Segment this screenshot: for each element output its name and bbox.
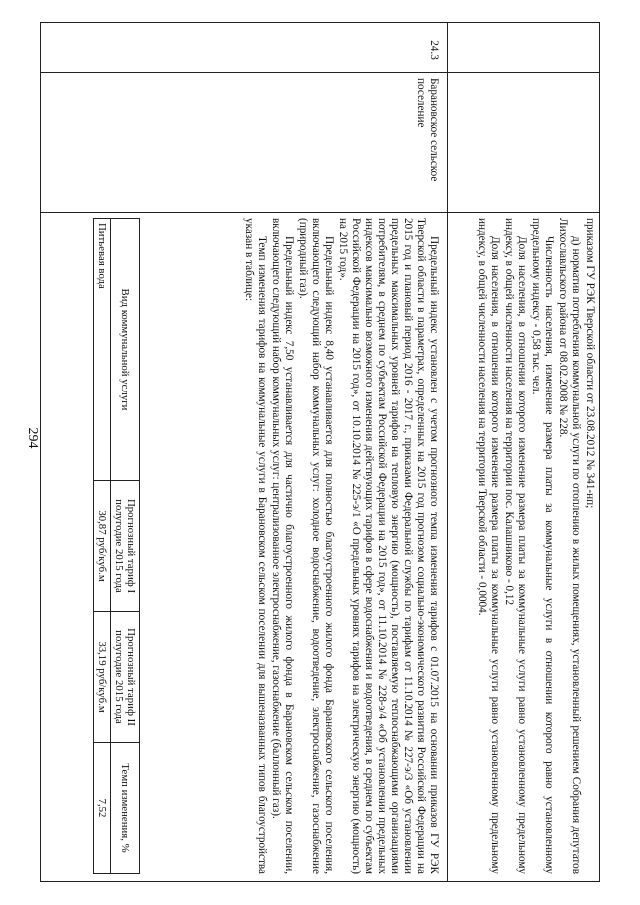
col-divider-1 — [40, 72, 600, 73]
table-bottom-border — [40, 22, 41, 882]
description-paragraph: Предельный индекс 8,40 устанавливается для полностью благоустроенного жилого фонда Барановского сельского поселения, включающего следующий набор коммунальных услуг: холодное водоснабжение, водоотведение, электроснабжение, газоснабжение (природный газ). — [297, 218, 335, 874]
top-paragraph: приказом ГУ РЭК Тверской области от 23.08.2012 № 341-нп; — [584, 218, 596, 509]
header-cell: Вид коммунальной услуги — [111, 219, 140, 481]
description-paragraph: Темп изменения тарифов на коммунальные услуги в Барановском сельском поселении для вышеназванных типов благоустройства указан в таблице: — [243, 218, 268, 874]
table-top-border — [599, 22, 600, 882]
row-separator — [447, 22, 448, 882]
tariff-table — [93, 218, 140, 874]
top-row-text — [474, 218, 596, 874]
table-right-border — [40, 881, 600, 882]
settlement-name: Барановское сельское поселение — [415, 78, 440, 182]
table-left-border — [40, 22, 600, 23]
col-divider-2 — [40, 212, 600, 213]
tariff-h2-cell: 33,19 руб/куб.м — [94, 612, 111, 743]
description-paragraph: Предельный индекс установлен с учетом прогнозного темпа изменения тарифов с 01.07.2015 на основании приказов ГУ РЭК Тверской области в параметрах, определенных на 2015 год прогнозом социально-экономического развития Российской Федерации на 2015 год и плановый период 2016 - 2017 г., приказами Федеральной службы по тарифам от 11.10.2014 № 227-э/3 «Об установлении предельных максимальных уровней тарифов на тепловую энергию (мощность), поставляемую теплоснабжающими организациями потребителям, в среднем по субъектам Российской Федерации на 2015 год», от 11.10.2014 № 228-э/4 «Об установлении предельных индексов максимально возможного изменения действующих тарифов в сфере водоснабжения и водоотведения, в среднем по субъектам Российской Федерации на 2015 год», от 10.10.2014 № 225-э/1 «О предельных уровнях тарифов на электрическую энергию (мощность) на 2015 год». — [337, 218, 440, 874]
row-number: 24.3 — [428, 40, 440, 60]
header-cell: Темп изменения, % — [111, 743, 140, 874]
row-description — [241, 218, 440, 874]
tariff-table-header-row — [111, 219, 140, 874]
top-paragraph: д) норматив потребления коммунальной услуги по отоплению в жилых помещениях, установленный решением Собрания депутатов Лихославльского района от 08.02.2008 № 228. — [557, 218, 582, 874]
service-cell: Питьевая вода — [94, 219, 111, 481]
change-rate-cell: 7,52 — [94, 743, 111, 874]
tariff-h1-cell: 30,87 руб/куб.м — [94, 481, 111, 612]
table-row — [94, 219, 111, 874]
top-paragraph: Доля населения, в отношении которого изменение размера платы за коммунальные услуги равно установленному предельному индексу, в общей численности населения на территории Тверской области - 0,0004. — [476, 218, 501, 874]
header-cell: Прогнозный тариф I полугодие 2015 года — [111, 481, 140, 612]
top-paragraph: Доля населения, в отношении которого изменение размера платы за коммунальные услуги равно установленному предельному индексу, в общей численности населения на территории пос. Калашниково - 0,12 — [503, 218, 528, 874]
top-paragraph: Численность населения, изменение размера платы за коммунальные услуги в отношении которого равно установленному предельному индексу - 0,58 тыс. чел. — [530, 218, 555, 874]
header-cell: Прогнозный тариф II полугодие 2015 года — [111, 612, 140, 743]
page-number: 294 — [25, 427, 40, 449]
document-table — [40, 22, 600, 882]
description-paragraph: Предельный индекс 7,50 устанавливается для частично благоустроенного жилого фонда в Барановском сельском поселении, включающего следующий набор коммунальных услуг: централизованное электроснабжение, газоснабжение (баллонный газ). — [270, 218, 295, 874]
